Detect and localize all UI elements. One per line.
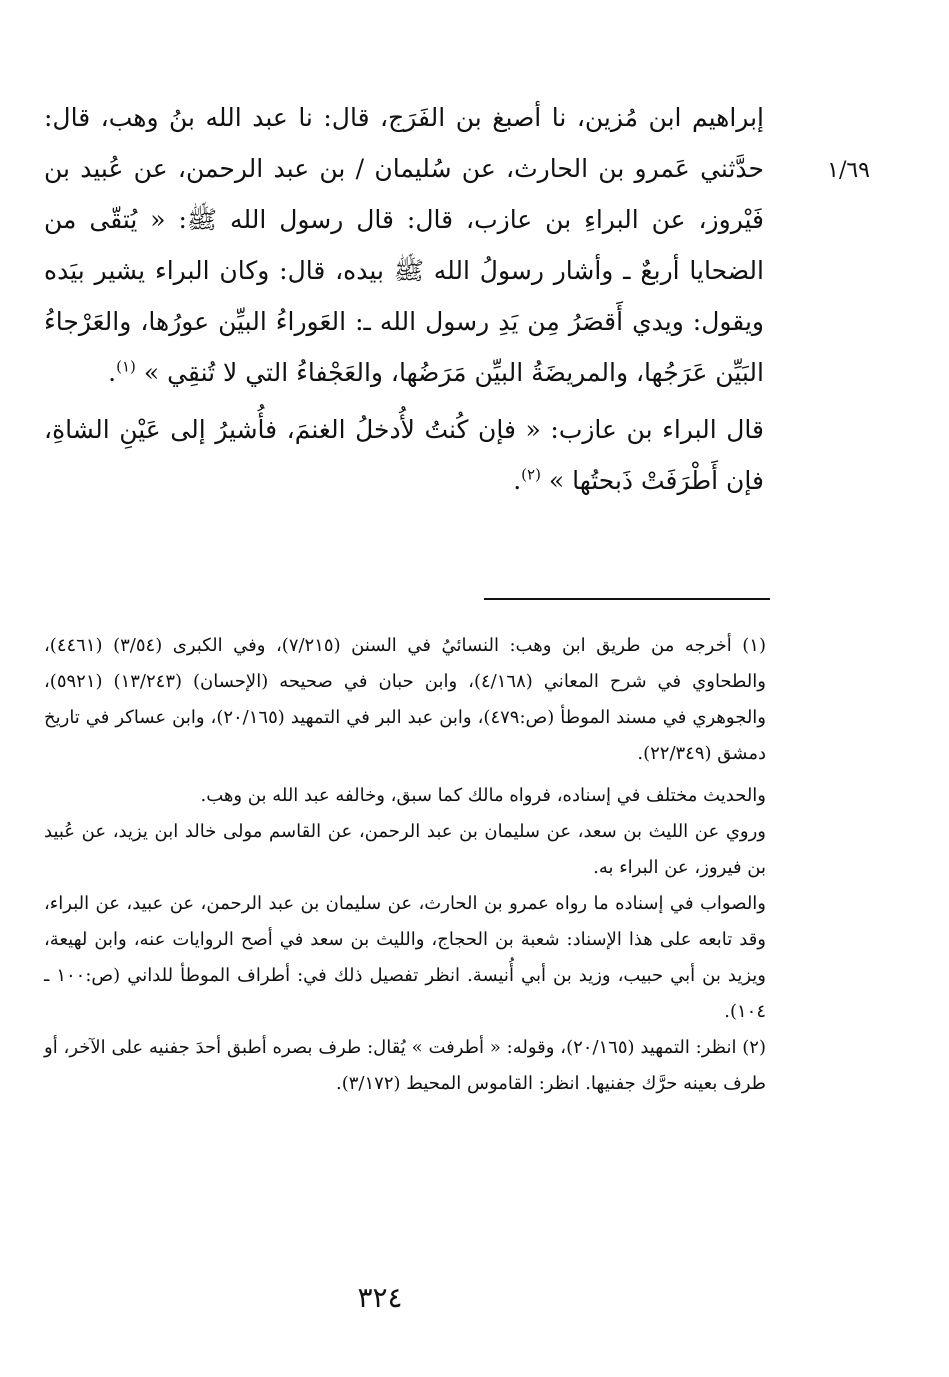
- hadith-text: قال البراء بن عازب: « فإن كُنتُ لأُدخلُ الغنمَ، فأُشيرُ إلى عَيْنِ الشاةِ، فإن أَطْرَفَتْ ذَبحتُها »: [44, 415, 764, 495]
- hadith-paragraph: إبراهيم ابن مُزين، نا أصبغ بن الفَرَج، قال: نا عبد الله بنُ وهب، قال: حدَّثني عَمرو بن الحارث، عن سُليمان / بن عبد الرحمن، عن عُبيد بن فَيْروز، عن البراءِ بن عازب، قال: قال رسول الله ﷺ: « يُتقّى من الضحايا أربعٌ ـ وأشار رسولُ الله ﷺ بيده، قال: وكان البراء يشير بيَده ويقول: ويدي أَقصَرُ مِن يَدِ رسول الله ـ: العَوراءُ البيِّن عورُها، والعَرْجاءُ البَيِّن عَرَجُها، والمريضَةُ البيِّن مَرَضُها، والعَجْفاءُ التي لا تُنقِي » $^{(١)}$.: [44, 103, 764, 387]
- page-number: ٣٢٤: [357, 1281, 403, 1314]
- main-text-block: [44, 92, 764, 506]
- hadith-paragraph: قال البراء بن عازب: « فإن كُنتُ لأُدخلُ الغنمَ، فأُشيرُ إلى عَيْنِ الشاةِ، فإن أَطْرَفَتْ ذَبحتُها » $^{(٢)}$.: [44, 415, 764, 495]
- footnote-1-paragraph: والحديث مختلف في إسناده، فرواه مالك كما سبق، وخالفه عبد الله بن وهب.: [200, 785, 766, 806]
- footnote-1-paragraph: وروي عن الليث بن سعد، عن سليمان بن عبد الرحمن، عن القاسم مولى خالد ابن يزيد، عن عُبيد بن فيروز، عن البراء به.: [44, 821, 766, 878]
- footnote-marker: (٢): [521, 465, 541, 484]
- margin-manuscript-reference: ١/٦٩: [827, 158, 870, 183]
- footnote-1: (١) أخرجه من طريق ابن وهب: النسائيُ في السنن (٧/٢١٥)، وفي الكبرى (٣/٥٤) (٤٤٦١)، والطحاوي في شرح المعاني (٤/١٦٨)، وابن حبان في صحيحه (الإحسان) (١٣/٢٤٣) (٥٩٢١)، والجوهري في مسند الموطأ (ص:٤٧٩)، وابن عبد البر في التمهيد (٢٠/١٦٥)، وابن عساكر في تاريخ دمشق (٢٢/٣٤٩).: [44, 635, 766, 764]
- hadith-text: إبراهيم ابن مُزين، نا أصبغ بن الفَرَج، قال: نا عبد الله بنُ وهب، قال: حدَّثني عَمرو بن الحارث، عن سُليمان / بن عبد الرحمن، عن عُبيد بن فَيْروز، عن البراءِ بن عازب، قال: قال رسول الله ﷺ: « يُتقّى من الضحايا أربعٌ ـ وأشار رسولُ الله ﷺ بيده، قال: وكان البراء يشير بيَده ويقول: ويدي أَقصَرُ مِن يَدِ رسول الله ـ: العَوراءُ البيِّن عورُها، والعَرْجاءُ البَيِّن عَرَجُها، والمريضَةُ البيِّن مَرَضُها، والعَجْفاءُ التي لا تُنقِي »: [44, 103, 764, 387]
- footnotes-block: [44, 628, 794, 1102]
- footnote-1-paragraph: والصواب في إسناده ما رواه عمرو بن الحارث، عن سليمان بن عبد الرحمن، عن عبيد، عن البراء، وقد تابعه على هذا الإسناد: شعبة بن الحجاج، والليث بن سعد في أصح الروايات عنه، وابن لهيعة، ويزيد بن أبي حبيب، وزيد بن أبي أُنيسة. انظر تفصيل ذلك في: أطراف الموطأ للداني (ص:١٠٠ ـ ١٠٤).: [44, 893, 766, 1022]
- footnote-separator-line: [484, 598, 770, 600]
- footnote-2: (٢) انظر: التمهيد (٢٠/١٦٥)، وقوله: « أطرفت » يُقال: طرف بصره أطبق أحدَ جفنيه على الآخر، أو طرف بعينه حرَّك جفنيها. انظر: القاموس المحيط (٣/١٧٢).: [44, 1037, 766, 1094]
- footnote-marker: (١): [116, 357, 136, 376]
